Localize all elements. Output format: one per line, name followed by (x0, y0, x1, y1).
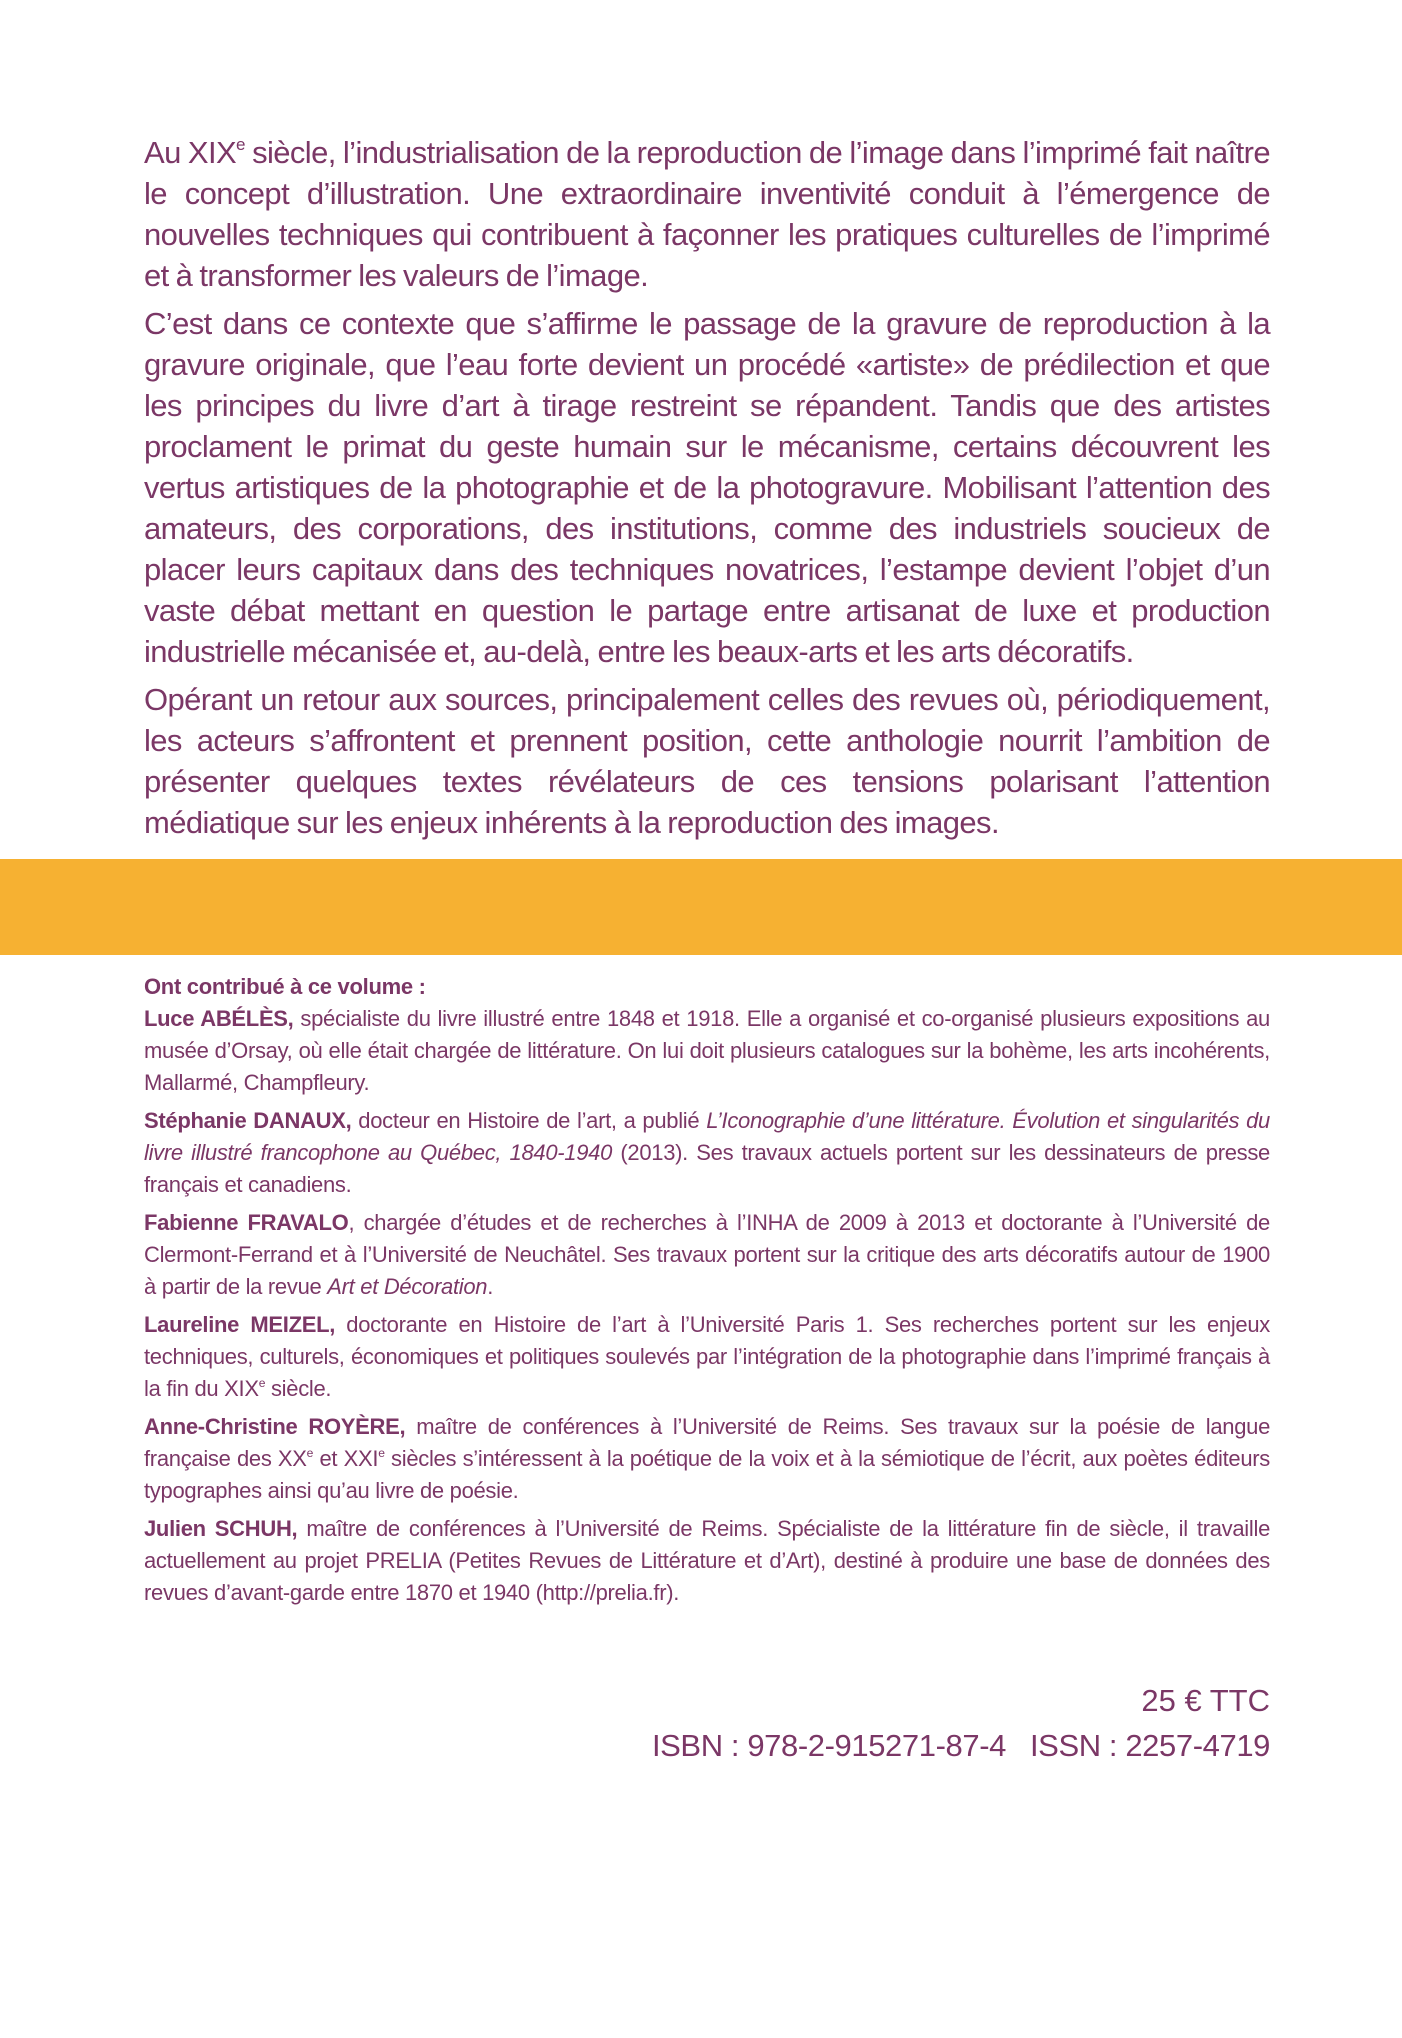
contributors-heading: Ont contribué à ce volume : (144, 974, 426, 999)
intro-paragraph-3: Opérant un retour aux sources, principalement celles des revues où, périodiquement, les acteurs s’affrontent et prennent position, cette anthologie nourrit l’ambition de présenter quelques textes révélateurs de ces tensions polarisant l’attention médiatique sur les enjeux inhérents à la reproduction des images. (144, 682, 1270, 840)
intro-paragraph-2: C’est dans ce contexte que s’affirme le passage de la gravure de reproduction à la gravure originale, que l’eau forte devient un procédé «artiste» de prédilection et que les principes du livre d’art à tirage restreint se répandent. Tandis que des artistes proclament le primat du geste humain sur le mécanisme, certains découvrent les vertus artistiques de la photographie et de la photogravure. Mobilisant l’attention des amateurs, des corporations, des institutions, comme des industriels soucieux de placer leurs capitaux dans des techniques novatrices, l’estampe devient l’objet d’un vaste débat mettant en question le partage entre artisanat de luxe et production industrielle mécanisée et, au-delà, entre les beaux-arts et les arts décoratifs. (144, 306, 1270, 669)
contributor-abeles: Luce ABÉLÈS, spécialiste du livre illustré entre 1848 et 1918. Elle a organisé et co-organisé plusieurs expositions au musée d’Orsay, où elle était chargée de littérature. On lui doit plusieurs catalogues sur la bohème, les arts incohérents, Mallarmé, Champfleury. (144, 1006, 1270, 1095)
contributor-schuh: Julien SCHUH, maître de conférences à l’Université de Reims. Spécialiste de la littérature fin de siècle, il travaille actuellement au projet PRELIA (Petites Revues de Littérature et d’Art), destiné à produire une base de données des revues d’avant-garde entre 1870 et 1940 (http://prelia.fr). (144, 1516, 1271, 1605)
contributor-danaux: Stéphanie DANAUX, docteur en Histoire de l’art, a publié L’Iconographie d’une littérature. Évolution et singularités du livre illustré francophone au Québec, 1840-1940 (2013). Ses travaux actuels portent sur les dessinateurs de presse français et canadiens. (144, 1108, 1270, 1197)
contributor-royere: Anne-Christine ROYÈRE, maître de conférences à l’Université de Reims. Ses travaux sur la poésie de langue française des XXe et XXIe siècles s’intéressent à la poétique de la voix et à la sémiotique de l’écrit, aux poètes éditeurs typographes ainsi qu’au livre de poésie. (144, 1414, 1270, 1503)
contributor-name: Laureline MEIZEL, (144, 1312, 336, 1337)
issn: ISSN : 2257-4719 (1029, 1728, 1270, 1763)
contributor-name: Stéphanie DANAUX, (144, 1108, 352, 1133)
intro-paragraph-1: Au XIXe siècle, l’industrialisation de la reproduction de l’image dans l’imprimé fait naître le concept d’illustration. Une extraordinaire inventivité conduit à l’émergence de nouvelles techniques qui contribuent à façonner les pratiques culturelles de l’imprimé et à transformer les valeurs de l’image. (144, 135, 1270, 293)
intro-text (144, 132, 1270, 850)
book-title: L’Iconographie d’une littérature. Évolution et singularités du livre illustré francophone au Québec, 1840-1940 (144, 1108, 1270, 1165)
contributor-name: Luce ABÉLÈS, (144, 1006, 294, 1031)
isbn-issn-line (652, 1728, 1270, 1764)
contributor-name: Fabienne FRAVALO (144, 1210, 349, 1235)
journal-title: Art et Décoration (327, 1274, 488, 1299)
contributors-section (144, 971, 1270, 1615)
price: 25 € TTC (1141, 1683, 1270, 1718)
orange-band (0, 859, 1402, 955)
contributor-name: Anne-Christine ROYÈRE, (144, 1414, 406, 1439)
contributor-fravalo: Fabienne FRAVALO, chargée d’études et de recherches à l’INHA de 2009 à 2013 et doctorante à l’Université de Clermont-Ferrand et à l’Université de Neuchâtel. Ses travaux portent sur la critique des arts décoratifs autour de 1900 à partir de la revue Art et Décoration. (144, 1210, 1270, 1299)
contributor-meizel: Laureline MEIZEL, doctorante en Histoire de l’art à l’Université Paris 1. Ses recherches portent sur les enjeux techniques, culturels, économiques et politiques soulevés par l’intégration de la photographie dans l’imprimé français à la fin du XIXe siècle. (144, 1312, 1270, 1401)
isbn: ISBN : 978-2-915271-87-4 (651, 1728, 1006, 1763)
contributor-name: Julien SCHUH, (144, 1516, 298, 1541)
